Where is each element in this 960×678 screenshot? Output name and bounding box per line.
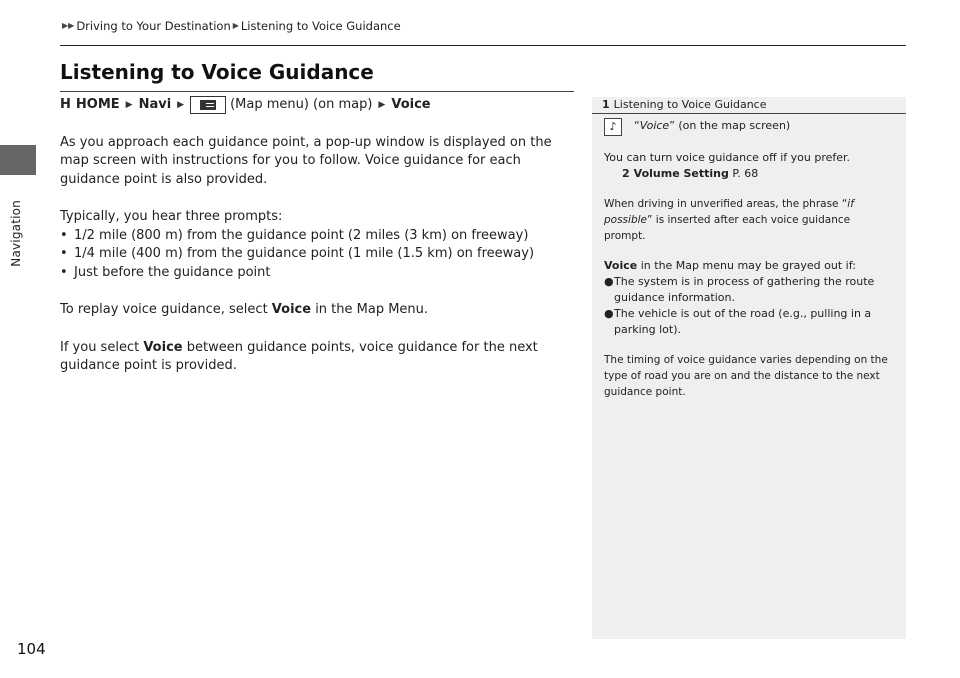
nav-path-navi: Navi [138,97,172,112]
breadcrumb [60,19,401,33]
main-content [60,96,574,376]
note-icon: 1 [602,98,610,111]
nav-path [60,96,574,115]
home-icon: H [60,97,71,112]
list-item: ● The system is in process of gathering the route guidance information. [604,275,875,304]
list-item: • 1/4 mile (400 m) from the guidance point (1 mile (1.5 km) on freeway) [60,246,535,261]
nav-path-voice: Voice [391,97,431,112]
replay-paragraph: To replay voice guidance, select Voice in the Map Menu. [60,302,429,317]
page-number: 104 [17,640,46,658]
sidebar-paragraph: The timing of voice guidance varies depending on the type of road you are on and the distance to the next guidance point. [604,354,888,398]
sidebar-paragraph: Voice in the Map menu may be grayed out if: [604,259,856,272]
prompts-intro: Typically, you hear three prompts: [60,209,283,224]
voice-command-row: ♪ “Voice” (on the map screen) [604,118,894,136]
breadcrumb-item-driving[interactable]: Driving to Your Destination [76,19,231,33]
map-menu-icon [190,96,226,114]
nav-path-home: HOME [75,97,120,112]
reference-arrow-icon: 2 [622,167,630,180]
list-item: • Just before the guidance point [60,264,271,280]
sidebar-paragraph: When driving in unverified areas, the phrase “if possible” is inserted after each voice guidance prompt. [604,198,854,242]
header-divider [60,45,906,46]
page-title: Listening to Voice Guidance [60,60,374,84]
path-arrow-icon: ▶ [177,100,185,110]
breadcrumb-item-voice-guidance[interactable]: Listening to Voice Guidance [240,19,401,33]
section-tab [0,145,36,175]
section-label: Navigation [9,200,23,267]
sidebar-title: 1 Listening to Voice Guidance [602,98,767,111]
notes-sidebar [592,97,906,639]
select-voice-paragraph: If you select Voice between guidance points, voice guidance for the next guidance point is provided. [60,339,538,373]
sidebar-paragraph: You can turn voice guidance off if you prefer. [604,151,851,164]
title-divider [60,91,574,92]
volume-setting-link[interactable]: 2 Volume Setting P. 68 [622,167,759,180]
list-item: • 1/2 mile (800 m) from the guidance point (2 miles (3 km) on freeway) [60,227,529,243]
voice-command-icon: ♪ [604,118,622,136]
breadcrumb-arrow-icon: ▶ [232,20,239,30]
nav-path-menu-desc: (Map menu) (on map) [230,97,373,112]
path-arrow-icon: ▶ [125,100,133,110]
sidebar-divider [592,113,906,114]
intro-paragraph: As you approach each guidance point, a pop-up window is displayed on the map screen with instructions for you to follow. Voice guidance for each guidance point is also provided. [60,134,552,187]
list-item: ● The vehicle is out of the road (e.g., pulling in a parking lot). [604,307,872,336]
breadcrumb-arrow-icon: ▶▶ [62,20,75,30]
path-arrow-icon: ▶ [378,100,386,110]
